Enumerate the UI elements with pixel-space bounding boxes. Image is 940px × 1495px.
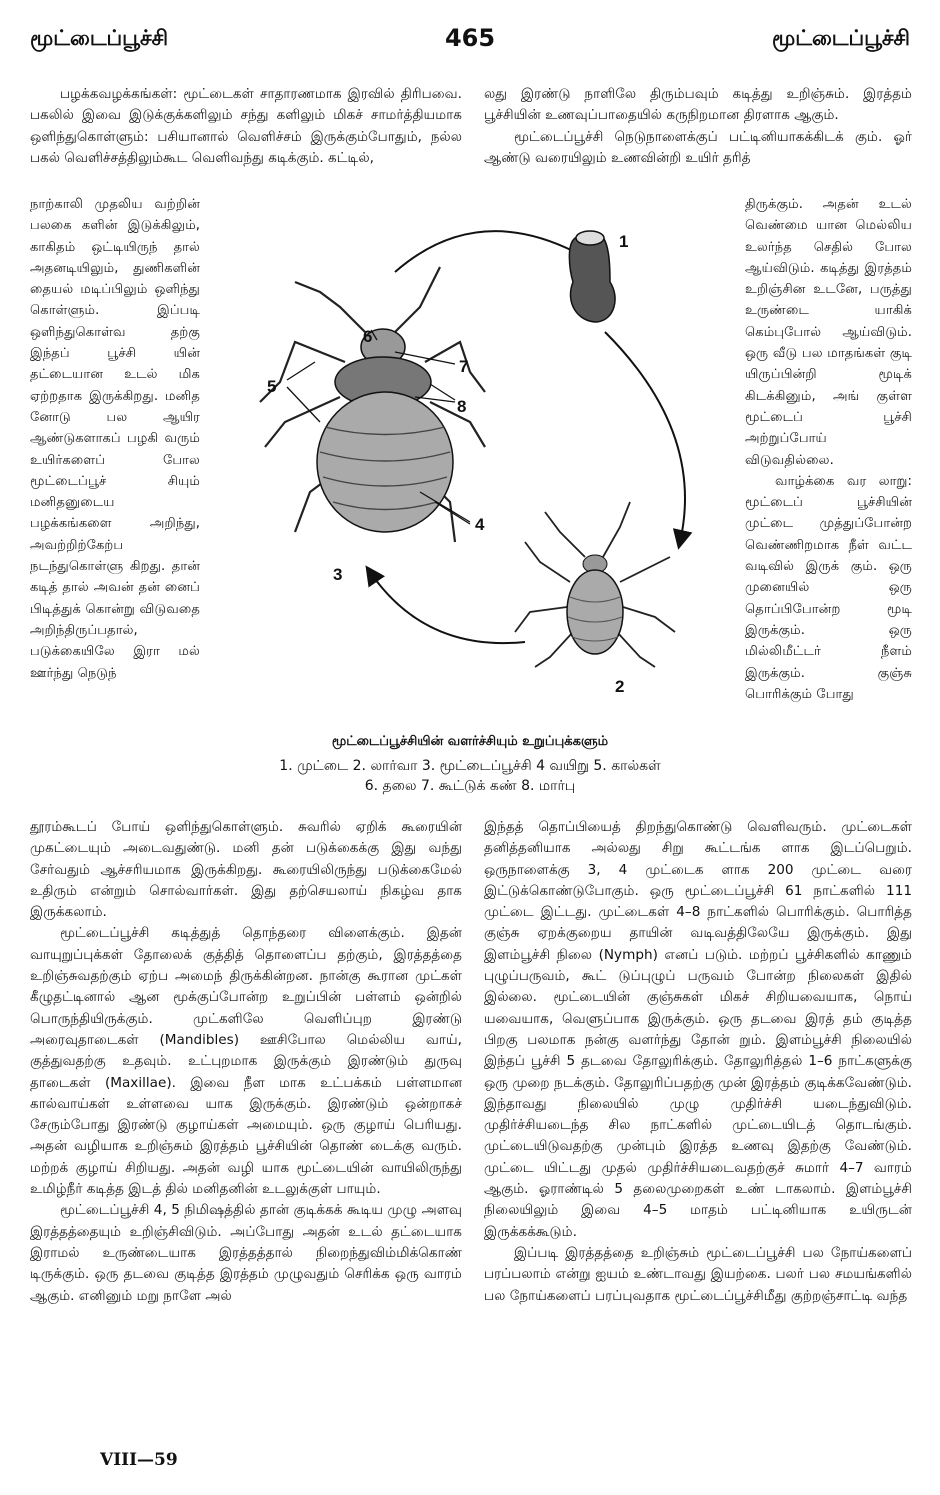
- paragraph: மூட்டைப்பூச்சி கடித்துத் தொந்தரை விளைக்கும். இதன் வாயுறுப்புக்கள் தோலைக் குத்தித் தொளைப்ப தற்கும், இரத்தத்தை உறிஞ்சுவதற்கும் ஏற்ப அமைந் திருக்கின்றன. நான்கு கூரான முட்கள் கீழுதட்டினால் ஆன மூக்குப்போன்ற உறுப்பின் பள்ளம் ஒன்றில் பொருந்தியிருக்கும். முட்களிலே வெளிப்புற இரண்டு அரைவுதாடைகள் (Mandibles) ஊசிபோல மெல்லிய வாய், குத்துவதற்கு உதவும். உட்புறமாக இருக்கும் இரண்டும் துருவு தாடைகள் (Maxillae). இவை நீள மாக உட்பக்கம் பள்ளமான கால்வாய்கள் உள்ளவை யாக இருக்கும். இரண்டும் ஒன்றாகச் சேரும்போது இரண்டு குழாய்கள் அமையும். ஒரு குழாய் பெரியது. அதன் வழியாக உறிஞ்சும் இரத்தம் பூச்சியின் தொண் டைக்கு வரும். மற்றக் குழாய் சிறியது. அதன் வழி யாக மூட்டையின் வாயிலிருந்து உமிழ்நீர் கடித்த இடத் தில் மனிதனின் உடலுக்குள் பாயும்.: [30, 925, 462, 1198]
- figure-legend: [210, 756, 730, 796]
- figure-label: 3: [333, 565, 343, 584]
- paragraph: திருக்கும். அதன் உடல் வெண்மை யான மெல்லிய உலர்ந்த செதில் போல ஆய்விடும். கடித்து இரத்தம் உறிஞ்சின உடனே, பருத்து உருண்டை யாகிக் கெம்புபோல் ஆய்விடும். ஒரு வீடு பல மாதங்கள் குடி யிருப்பின்றி மூடிக் கிடக்கினும், அங் குள்ள மூட்டைப் பூச்சி அற்றுப்போய் விடுவதில்லை.: [745, 197, 912, 468]
- bottom-left-column: [30, 817, 462, 1307]
- figure-label: 2: [615, 677, 625, 696]
- right-narrow-column: [745, 194, 912, 705]
- page-number: 465: [444, 24, 496, 52]
- figure-label: 6: [363, 327, 373, 346]
- running-header-right: மூட்டைப்பூச்சி: [771, 26, 910, 50]
- cycle-arrow: [395, 231, 575, 272]
- paragraph: இந்தத் தொப்பியைத் திறந்துகொண்டு வெளிவரும். முட்டைகள் தனித்தனியாக அல்லது சிறு கூட்டங்க ளாக இடப்பெறும். ஒருநாளைக்கு 3, 4 முட்டைக ளாக 200 முட்டை வரை இட்டுக்கொண்டுபோகும். ஒரு மூட்டைப்பூச்சி 61 நாட்களில் 111 முட்டை இட்டது. முட்டைகள் 4–8 நாட்களில் பொரிக்கும். பொரித்த குஞ்சு ஏறக்குறைய தாயின் வடிவத்திலேயே இருக்கும். இது இளம்பூச்சி நிலை (Nymph) எனப் படும். மற்றப் பூச்சிகளில் காணும் புழுப்பருவம், கூட் டுப்புழுப் பருவம் போன்ற நிலைகள் இதில் இல்லை. மூட்டையின் குஞ்சுகள் மிகச் சிறியவையாக, நொய் யவையாக, வெளுப்பாக இருக்கும். ஒரு தடவை இரத் தம் குடித்த பிறகு பலமாக நன்கு வளர்ந்து தோன் றும். இளம்பூச்சி நிலையில் இந்தப் பூச்சி 5 தடவை தோலுரிக்கும். தோலுரித்தல் 1–6 நாட்களுக்கு ஒரு முறை நடக்கும். தோலுரிப்பதற்கு முன் இரத்தம் குடிக்கவேண்டும். இந்தாவது நிலையில் முழு முதிர்ச்சி யடைந்துவிடும். முதிர்ச்சியடைந்த சில நாட்களில் முட்டையிடத் தொடங்கும். முட்டையிடுவதற்கு முன்பும் இரத்த உணவு இதற்கு வேண்டும். முட்டை யிட்டது முதல் முதிர்ச்சியடைவதற்குச் சுமார் 4–7 வாரம் ஆகும். ஓராண்டில் 5 தலைமுறைகள் உண் டாகலாம். இளம்பூச்சி நிலையிலும் இவை 4–5 மாதம் பட்டினியாக உயிருடன் இருக்கக்கூடும்.: [484, 819, 912, 1240]
- volume-footer: VIII—59: [100, 1450, 178, 1470]
- figure-label: 4: [475, 515, 485, 534]
- paragraph: நாற்காலி முதலிய வற்றின் பலகை களின் இடுக்கிலும், காகிதம் ஒட்டியிருந் தால் அதனடியிலும், துணிகளின் தையல் மடிப்பிலும் ஒளிந்து கொள்ளும். இப்படி ஒளிந்துகொள்வ தற்கு இந்தப் பூச்சி யின் தட்டையான உடல் மிக ஏற்றதாக இருக்கிறது. மனித னோடு பல ஆயிர ஆண்டுகளாகப் பழகி வரும் உயிர்களைப் போல மூட்டைப்பூச் சியும் மனிதனுடைய பழக்கங்களை அறிந்து, அவற்றிற்கேற்ப நடந்துகொள்ளு கிறது. தான் கடித் தால் அவன் தன் னைப் பிடித்துக் கொன்று விடுவதை அறிந்திருப்பதால், படுக்கையிலே இரா மல் ஊர்ந்து நெடுந்: [30, 197, 200, 681]
- bedbug-lifecycle-figure: [225, 212, 730, 702]
- pointer-line: [287, 387, 320, 422]
- pointer-line: [430, 384, 455, 400]
- cycle-arrow: [605, 332, 685, 542]
- figure-label: 7: [459, 357, 469, 376]
- figure-label: 1: [619, 232, 629, 251]
- figure-caption: மூட்டைப்பூச்சியின் வளர்ச்சியும் உறுப்புக்களும்: [331, 734, 609, 749]
- paragraph: மூட்டைப்பூச்சி நெடுநாளைக்குப் பட்டினியாகக்கிடக் கும். ஓர் ஆண்டு வரையிலும் உணவின்றி உயிர் தரித்: [484, 128, 912, 166]
- nymph-icon: [515, 502, 675, 667]
- paragraph: தூரம்கூடப் போய் ஒளிந்துகொள்ளும். சுவரில் ஏறிக் கூரையின் முகட்டையும் அடைவதுண்டு. மனி தன் படுக்கைக்கு இது வந்து சேர்வதும் ஆச்சரியமாக இருக்கிறது. கூரையிலிருந்து படுக்கைமேல் உதிரும் என்றும் சொல்வார்கள். இது தற்செயலாய் நிகழ்வ தாக இருக்கலாம்.: [30, 819, 462, 921]
- left-narrow-column: [30, 194, 200, 684]
- bottom-right-column: [484, 817, 912, 1307]
- paragraph: பழக்கவழக்கங்கள்: மூட்டைகள் சாதாரணமாக இரவில் திரிபவை. பகலில் இவை இடுக்குக்களிலும் சந்து களிலும் மிகச் சாமர்த்தியமாக ஒளிந்துகொள்ளும்: பசியானால் வெளிச்சம் இருக்கும்போதும், நல்ல பகல் வெளிச்சத்திலும்கூட வெளிவந்து கடிக்கும். கட்டில்,: [30, 86, 462, 166]
- cycle-arrow: [370, 572, 525, 643]
- top-left-paragraph: [30, 84, 462, 169]
- legend-line: 1. முட்டை 2. லார்வா 3. மூட்டைப்பூச்சி 4 வயிறு 5. கால்கள்: [279, 758, 661, 774]
- paragraph: வாழ்க்கை வர லாறு: மூட்டைப் பூச்சியின் முட்டை முத்துப்போன்ற வெண்ணிறமாக நீள் வட்ட வடிவில் இருக் கும். ஒரு முனையில் ஒரு தொப்பிபோன்ற மூடி இருக்கும். ஒரு மில்லிமீட்டர் நீளம் இருக்கும். குஞ்சு பொரிக்கும் போது: [745, 473, 912, 702]
- pointer-line: [415, 397, 455, 402]
- top-right-paragraphs: [484, 84, 912, 169]
- egg-icon: [569, 231, 615, 322]
- paragraph: இப்படி இரத்தத்தை உறிஞ்சும் மூட்டைப்பூச்சி பல நோய்களைப் பரப்பலாம் என்று ஐயம் உண்டாவது இயற்கை. பலர் பல சமயங்களில் பல நோய்களைப் பரப்புவதாக மூட்டைப்பூச்சிமீது குற்றஞ்சாட்டி வந்த: [484, 1244, 912, 1304]
- paragraph: லது இரண்டு நாளிலே திரும்பவும் கடித்து உறிஞ்சும். இரத்தம் பூச்சியின் உணவுப்பாதையில் கருநிறமான திரளாக ஆகும்.: [484, 86, 912, 124]
- paragraph: மூட்டைப்பூச்சி 4, 5 நிமிஷத்தில் தான் குடிக்கக் கூடிய முழு அளவு இரத்தத்தையும் உறிஞ்சிவிடும். அப்போது அதன் உடல் தட்டையாக இராமல் உருண்டையாக இரத்தத்தால் நிறைந்துவிம்மிக்கொண் டிருக்கும். ஒரு தடவை குடித்த இரத்தம் முழுவதும் செரிக்க ஒரு வாரம் ஆகும். எனினும் மறு நாளே அல்: [30, 1202, 462, 1304]
- legend-line: 6. தலை 7. கூட்டுக் கண் 8. மார்பு: [364, 778, 576, 794]
- figure-label: 8: [457, 397, 467, 416]
- figure-label: 5: [267, 377, 277, 396]
- pointer-line: [287, 362, 315, 380]
- running-header-left: மூட்டைப்பூச்சி: [30, 26, 169, 50]
- adult-bedbug-icon: [260, 267, 485, 542]
